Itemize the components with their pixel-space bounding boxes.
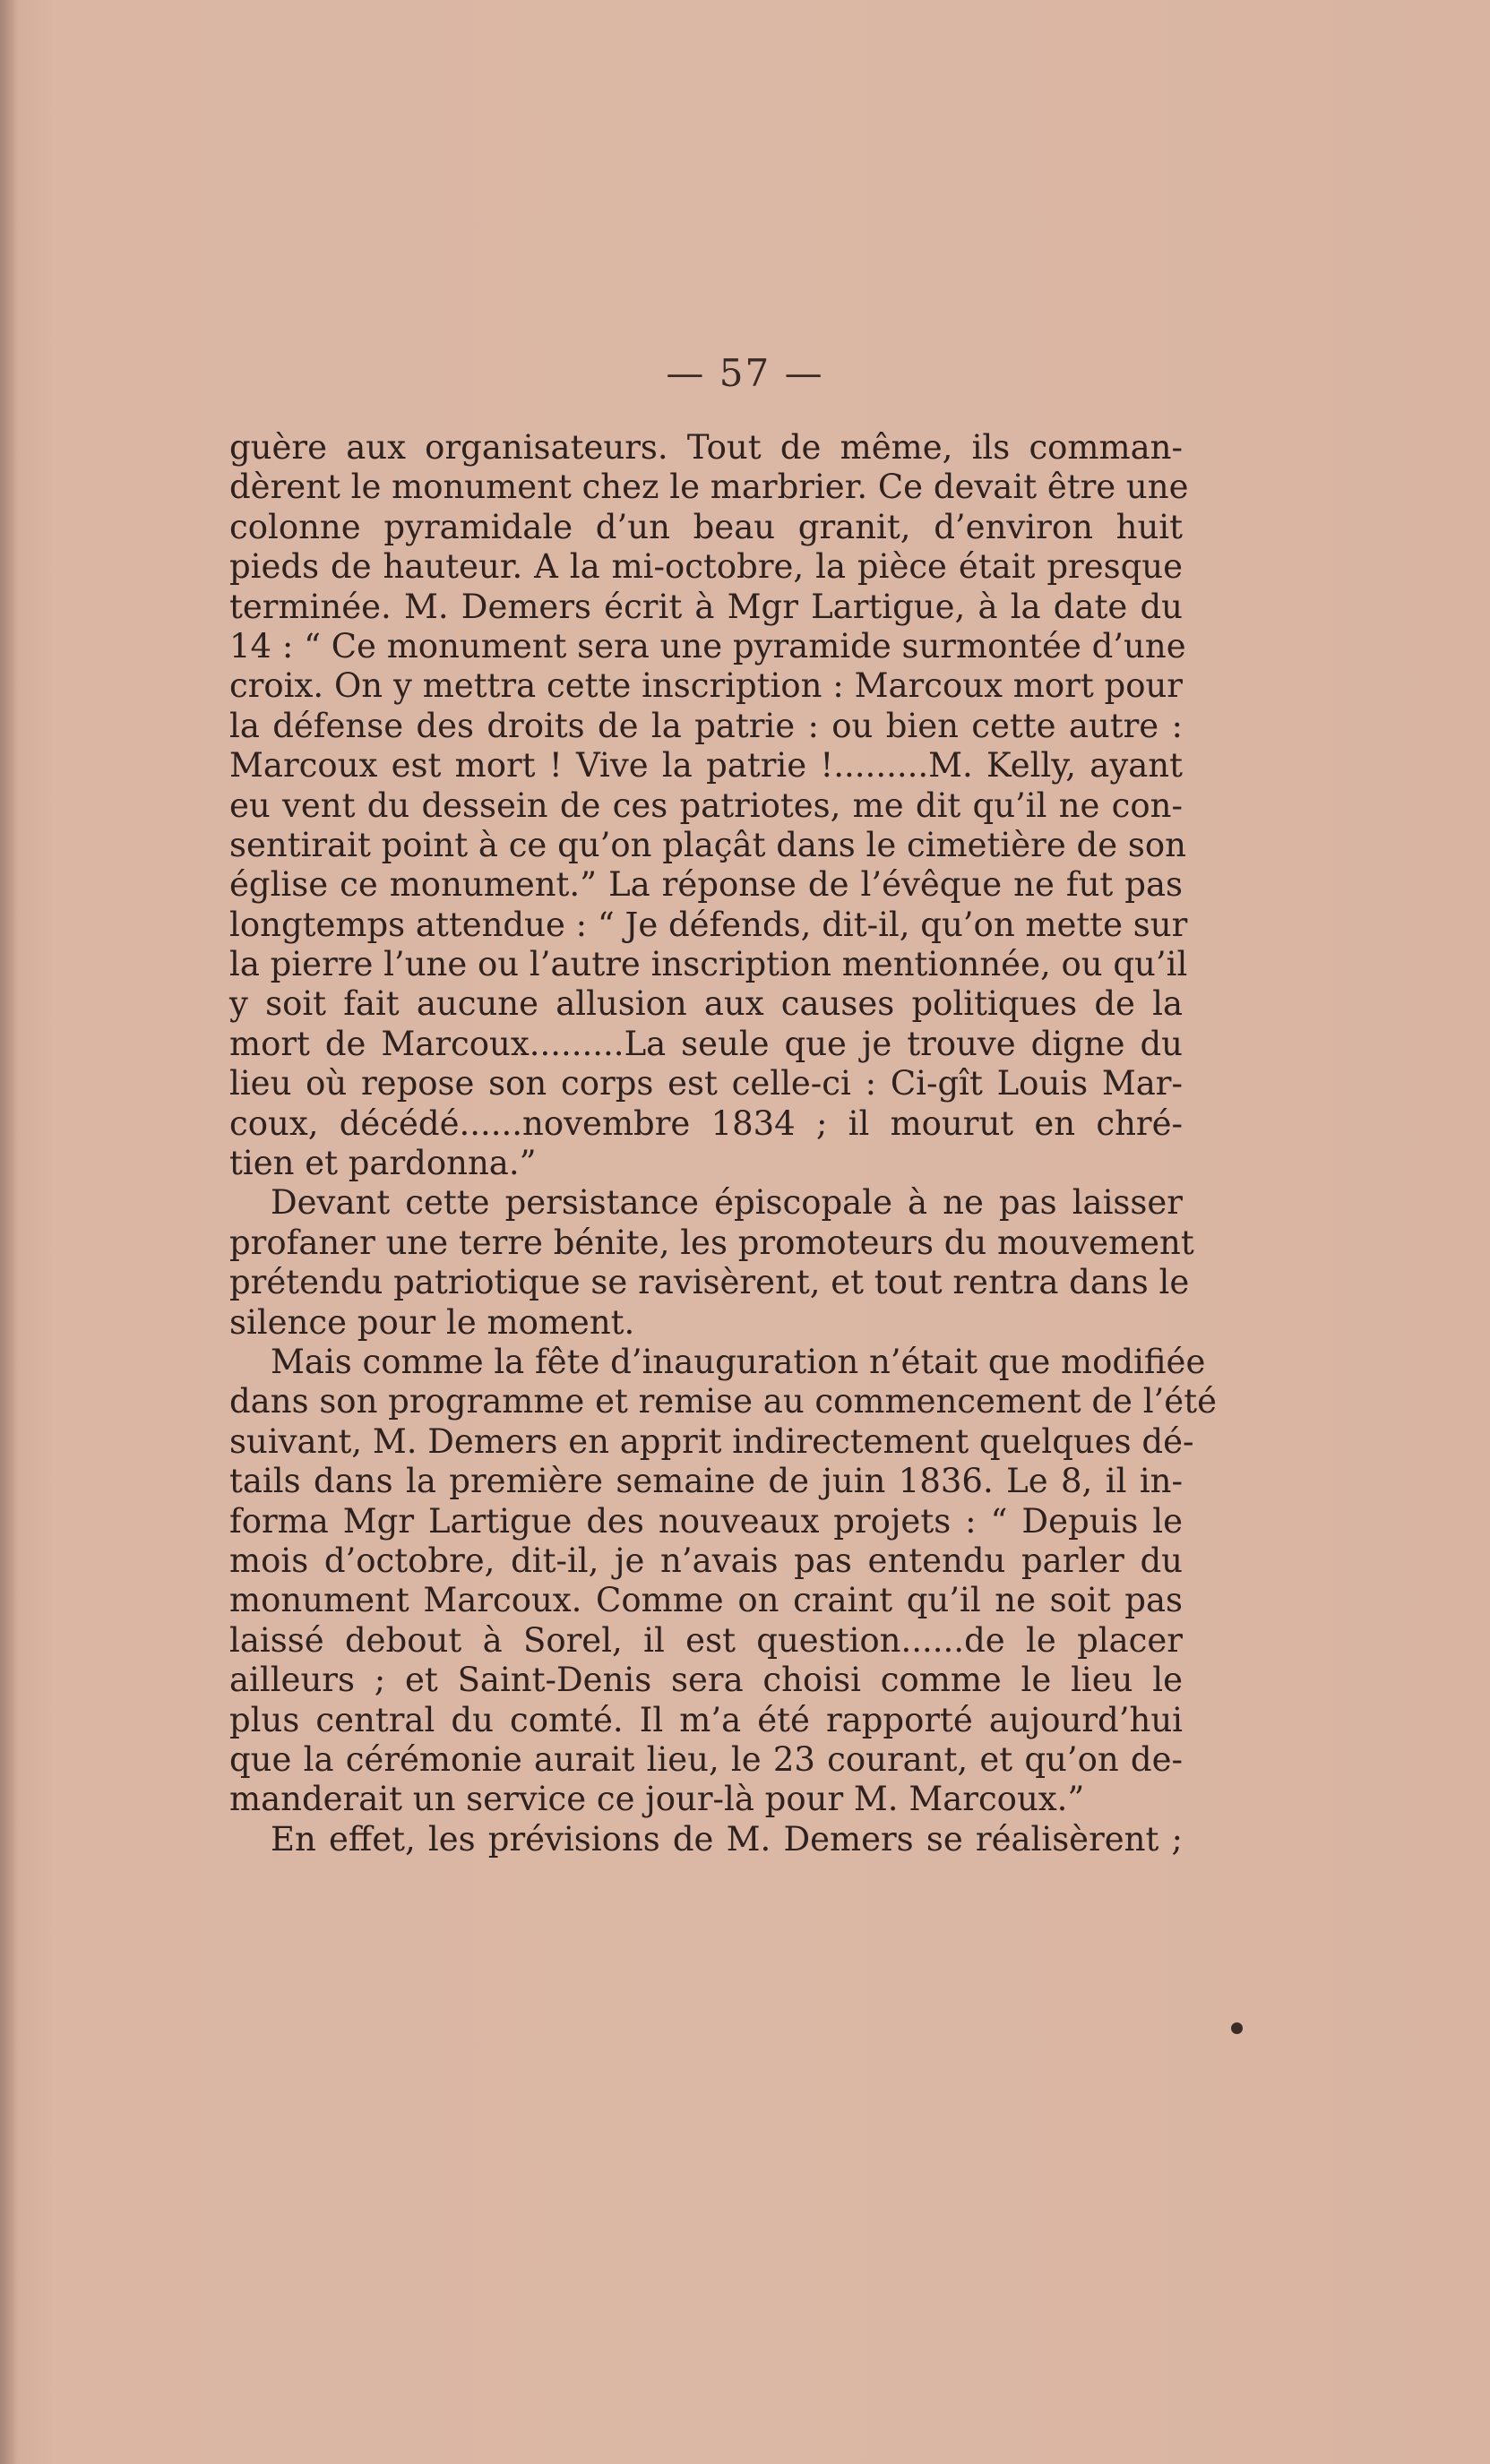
text-line: lieu où repose son corps est celle-ci : Ci-gît Louis Mar- [229,1064,1183,1103]
text-line: Mais comme la fête d’inauguration n’était que modifiée [271,1342,1206,1381]
text-line: terminée. M. Demers écrit à Mgr Lartigue, à la date du [229,587,1183,626]
text-line: la défense des droits de la patrie : ou bien cette autre : [229,706,1183,745]
page-number: — 57 — [666,351,824,395]
text-line: coux, décédé......novembre 1834 ; il mourut en chré- [229,1103,1183,1143]
text-line: 14 : “ Ce monument sera une pyramide surmontée d’une [229,626,1186,665]
text-line: dèrent le monument chez le marbrier. Ce devait être une [229,468,1189,507]
text-line: croix. On y mettra cette inscription : Marcoux mort pour [229,666,1183,706]
text-line: laissé debout à Sorel, il est question......de le placer [229,1620,1183,1660]
text-line: tien et pardonna.” [229,1144,537,1183]
text-line: guère aux organisateurs. Tout de même, ils comman- [229,428,1183,467]
text-line: y soit fait aucune allusion aux causes politiques de la [229,984,1183,1024]
text-line: la pierre l’une ou l’autre inscription mentionnée, ou qu’il [229,945,1188,984]
text-line: manderait un service ce jour-là pour M. Marcoux.” [229,1780,1085,1819]
text-line: plus central du comté. Il m’a été rapporté aujourd’hui [229,1700,1183,1739]
text-line: église ce monument.” La réponse de l’évêque ne fut pas [229,865,1183,905]
text-line: mois d’octobre, dit-il, je n’avais pas entendu parler du [229,1541,1183,1580]
text-line: pieds de hauteur. A la mi-octobre, la pièce était presque [229,547,1183,587]
body-text [229,428,1217,1859]
text-line: forma Mgr Lartigue des nouveaux projets : “ Depuis le [229,1501,1183,1541]
text-line: colonne pyramidale d’un beau granit, d’environ huit [229,507,1183,546]
text-line: que la cérémonie aurait lieu, le 23 courant, et qu’on de- [229,1739,1183,1779]
text-line: eu vent du dessein de ces patriotes, me dit qu’il ne con- [229,786,1183,825]
text-line: profaner une terre bénite, les promoteurs du mouvement [229,1223,1194,1262]
text-line: tails dans la première semaine de juin 1836. Le 8, il in- [229,1462,1183,1501]
text-line: En effet, les prévisions de M. Demers se réalisèrent ; [271,1819,1183,1859]
ink-speck [1231,2022,1243,2034]
text-line: mort de Marcoux.........La seule que je trouve digne du [229,1024,1183,1063]
text-line: Devant cette persistance épiscopale à ne pas laisser [271,1183,1183,1223]
text-line: dans son programme et remise au commencement de l’été [229,1382,1217,1421]
text-line: prétendu patriotique se ravisèrent, et tout rentra dans le [229,1263,1190,1302]
text-line: suivant, M. Demers en apprit indirectement quelques dé- [229,1421,1194,1461]
text-line: sentirait point à ce qu’on plaçât dans le cimetière de son [229,825,1186,864]
text-line: ailleurs ; et Saint-Denis sera choisi comme le lieu le [229,1661,1183,1700]
text-line: silence pour le moment. [229,1302,635,1342]
text-line: longtemps attendue : “ Je défends, dit-il, qu’on mette sur [229,905,1188,944]
text-line: Marcoux est mort ! Vive la patrie !.........M. Kelly, ayant [229,746,1183,786]
text-line: monument Marcoux. Comme on craint qu’il ne soit pas [229,1581,1183,1620]
